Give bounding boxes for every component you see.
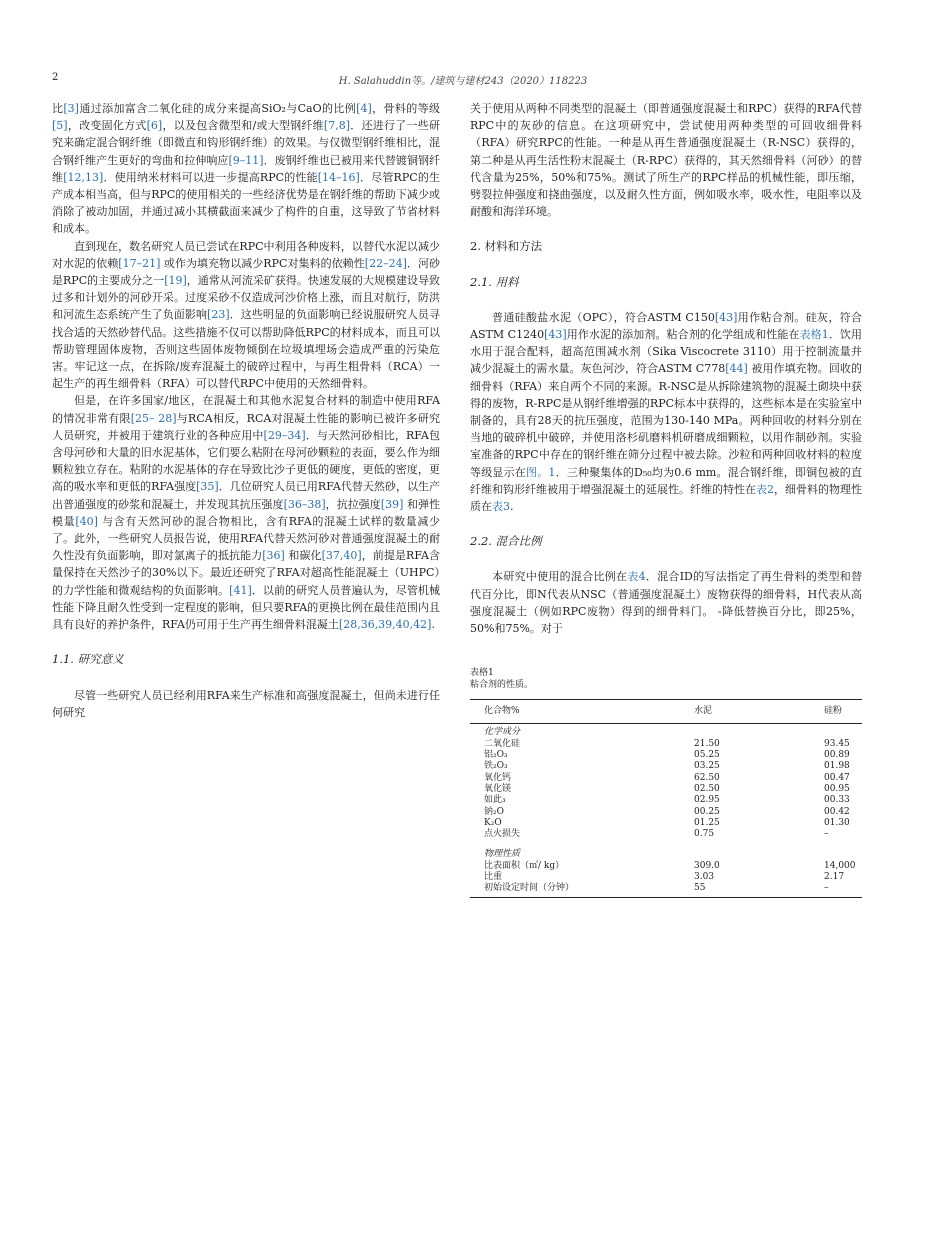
table-cell: 钠₂O (484, 806, 504, 817)
table-cell: 02.50 (694, 783, 720, 794)
table-row (470, 872, 862, 883)
running-title: H. Salahuddin等。/建筑与建材243（2020）118223 (338, 76, 588, 87)
reference-link[interactable]: [37,40] (321, 549, 362, 563)
running-header (52, 72, 874, 88)
reference-link[interactable]: [4] (356, 102, 372, 115)
table-cell: 0.75 (694, 829, 715, 840)
paragraph-text: 直到现在，数名研究人员已尝试在RPC中利用各种废料，以替代水泥以减少对水泥的依赖 (52, 239, 440, 270)
table-cell: 铁₂O₃ (484, 761, 508, 772)
paragraph-text: ，以及包含微型和/或大型钢纤维 (162, 119, 324, 133)
table-cell: 比重 (484, 872, 503, 883)
reference-link[interactable]: [41] (229, 583, 252, 597)
table-cell: – (824, 829, 829, 840)
table-cell: – (810, 883, 862, 897)
table-cell: 00.25 (694, 806, 720, 817)
paragraph-text: 用作粘合剂。硅灰，符合ASTM C1240 (470, 310, 863, 342)
table-cell: K₂O (484, 817, 502, 828)
table-header-cell: 水泥 (680, 700, 810, 724)
table-row (470, 883, 862, 897)
table-caption-label: 表格1 (470, 668, 494, 679)
table-header-cell: 化合物% (470, 700, 680, 724)
reference-link[interactable]: [44] (725, 362, 748, 376)
paragraph-text: ．尽管RPC的生产成本相当高，但与RPC的使用相关的一些经济优势是在钢纤维的帮助下减少或消除了被动加固，并通过减小其横截面来减少了构件的自重，这导致了节省材料和成本。 (52, 170, 440, 236)
reference-link[interactable]: [7,8] (323, 119, 350, 133)
paragraph-materials (470, 309, 862, 515)
paragraph-text: 被用作填充物。回收的细骨料（RFA）来自两个不同的来源。R-NSC是从拆除建筑物的混凝土砌块中获得的废物，R-RPC是从钢纤维增强的RPC标本中获得的，这些标本是在实验室中制备的，具有28天的抗压强度，范围为130-140 MPa。两种回收的材料分别在当地的破碎机中破碎，并使用洛杉矶磨料机研磨成细颗粒，以用作制砂剂。实验室准备的RPC中存在的钢纤维在筛分过程中被去除。沙粒和两种回收材料的粒度等级显示在 (470, 362, 862, 479)
reference-link[interactable]: [12,13] (63, 170, 104, 184)
table-cell: 05.25 (694, 750, 720, 761)
paragraph-text: ．还进行了一些研究来确定混合钢纤维（即微直和钩形钢纤维）的效果。与仅微型钢纤维相比，混合钢纤维产生更好的弯曲和拉伸响应 (52, 119, 441, 167)
table-row (470, 761, 862, 772)
paragraph-text: ．三种聚集体的D₅₀均为0.6 mm。混合钢纤维，即铜包被的直纤维和钩形纤维被用于增强混凝土的延展性。纤维的特性在 (470, 465, 862, 496)
table-group-chemical: 化学成分 (484, 727, 521, 738)
table-cell: 氧化镁 (484, 783, 512, 794)
page-number: 2 (52, 72, 59, 83)
paragraph-text: 或作为填充物以减少RPC对集料的依赖性 (160, 256, 365, 270)
reference-link[interactable]: [43] (544, 328, 567, 342)
paragraph-text: ，通常从河流采矿获得。快速发展的大规模建设导致过多和计划外的河砂开采。过度采砂不仅造成河沙价格上涨，而且对航行，防洪和河流生态系统产生了负面影响 (52, 274, 440, 322)
reference-link[interactable]: [17–21] (118, 256, 161, 270)
paragraph-text: 和弹性模量 (52, 497, 441, 528)
paragraph-text: 本研究中使用的混合比例在 (492, 570, 628, 584)
table-row (470, 818, 862, 829)
section-heading-2-1: 2.1. 用料 (470, 274, 519, 289)
section-heading-1-1: 1.1. 研究意义 (52, 652, 124, 667)
table-row (470, 784, 862, 795)
reference-link[interactable]: [39] (380, 497, 404, 511)
table-cell: 初始设定时间（分钟） (470, 883, 680, 897)
paragraph-text: 用作水泥的添加剂。粘合剂的化学组成和性能在 (566, 328, 800, 342)
table-caption (470, 667, 862, 691)
table-cell: 00.89 (824, 750, 850, 761)
reference-link[interactable]: [43] (714, 310, 738, 324)
paragraph-waste-materials (52, 238, 440, 393)
table-cell: 01.30 (824, 817, 850, 828)
table-cell: 03.25 (694, 761, 720, 772)
reference-link[interactable]: [36–38] (283, 497, 326, 511)
reference-link[interactable]: [3] (63, 102, 79, 115)
paragraph-text: 与含有天然河砂的混合物相比，含有RFA的混凝土试样的数量减少了。此外，一些研究人员报告说，使用RFA代替天然河砂对普通强度混凝土的耐久性没有负面影响，即对氯离子的抵抗能力 (52, 514, 441, 563)
reference-link[interactable]: [29–34] (263, 428, 306, 442)
reference-link[interactable]: 图。1 (526, 465, 556, 479)
reference-link[interactable]: [22–24] (364, 256, 407, 270)
table-cell: 比表面积（㎡/ kg） (484, 860, 565, 871)
paragraph-text: ，前提是RFA含量保持在天然沙子的30%以下。最近还研究了RFA对超高性能混凝土（UHPC）的力学性能和微观结构的负面影响。 (52, 549, 441, 597)
paragraph-right-continued: 关于使用从两种不同类型的混凝土（即普通强度混凝土和RPC）获得的RFA代替RPC中的灰砂的信息。在这项研究中，尝试使用两种类型的可回收细骨料（RFA）研究RPC的性能。一种是从再生普通强度混凝土（R-NSC）获得的，第二种是从再生活性粉末混凝土（R-RPC）获得的，其天然细骨料（河砂）的替代含量为25%，50%和75%。测试了所生产的RPC样品的机械性能，即压缩，劈裂拉伸强度和挠曲强度，以及耐久性方面，例如吸水率，吸水性，电阻率以及耐酸和海洋环境。 (470, 102, 862, 219)
right-column (470, 100, 862, 898)
table-cell: 01.25 (694, 817, 720, 828)
table-cell: 00.33 (824, 795, 850, 806)
reference-link[interactable]: 表4 (627, 570, 646, 584)
table-row (470, 773, 862, 784)
table-row (470, 795, 862, 806)
table-cell: 01.98 (824, 761, 850, 772)
table-body (470, 724, 862, 897)
paragraph-text: 但是，在许多国家/地区，在混凝土和其他水泥复合材料的制造中使用RFA的情况非常有限 (52, 394, 440, 425)
table-header-cell: 硅粉 (810, 700, 862, 724)
table-row (470, 739, 862, 750)
reference-link[interactable]: 表3 (492, 500, 510, 514)
table-cell: 3.03 (694, 872, 715, 883)
reference-link[interactable]: 表2 (756, 482, 774, 496)
paragraph-text: 比 (52, 102, 64, 115)
table-row (470, 861, 862, 872)
left-column (52, 100, 440, 721)
paragraph-text: ．废钢纤维也已被用来代替镀铜钢纤维 (52, 153, 440, 184)
paragraph-text: ．使用纳米材料可以进一步提高RPC的性能 (103, 170, 318, 184)
paragraph-rfa-usage (52, 392, 440, 633)
paragraph-text: ．混合ID的写法指定了再生骨料的类型和替代百分比，即N代表从NSC（普通强度混凝土）废物获得的细骨料，H代表从高强度混凝土（例如RPC废物）得到的细骨料门。 -降低替换百分比，即25%，50%和75%。对于 (470, 570, 862, 636)
reference-link[interactable]: [23] (207, 308, 230, 322)
paragraph-text: ．这些明显的负面影响已经说服研究人员寻找合适的天然砂替代品。这些措施不仅可以帮助降低RPC的材料成本，而且可以帮助管理固体废物，否则这些固体废物倾倒在垃圾填埋场会造成严重的污染危害。牢记这一点，在拆除/废弃混凝土的破碎过程中，与再生粗骨料（RCA）一起生产的再生细骨料（RFA）可以替代RPC中使用的天然细骨料。 (52, 308, 441, 391)
table-group-physical: 物理性质 (484, 849, 521, 860)
paragraph-text: ．与天然河砂相比，RFA包含母河砂和大量的旧水泥基体，它们要么粘附在母河砂颗粒的表面，要么作为细颗粒独立存在。粘附的水泥基体的存在导致比沙子更低的硬度，更低的密度，更高的吸水率和更低的RFA强度 (52, 428, 440, 494)
section-heading-2: 2. 材料和方法 (470, 239, 543, 254)
table-cell: 铝₂O₃ (484, 750, 508, 761)
paragraph-text: 与RCA相反，RCA对混凝土性能的影响已被许多研究人员研究，并被用于建筑行业的各种应用中 (52, 411, 441, 442)
reference-link[interactable]: 表格1 (799, 328, 829, 342)
reference-link[interactable]: [25– 28] (130, 411, 177, 425)
table-cell: 点火损失 (484, 829, 521, 840)
table-cell: 14,000 (824, 860, 856, 871)
paragraph-text: 普通硅酸盐水泥（OPC），符合ASTM C150 (492, 310, 715, 324)
table-cell: 00.47 (824, 772, 850, 783)
reference-link[interactable]: [9–11] (228, 153, 264, 167)
paragraph-text: ．以前的研究人员普遍认为，尽管机械性能下降且耐久性受到一定程度的影响，但只要RFA的更换比例在最佳范围内且具有良好的养护条件，RFA仍可用于生产再生细骨料混凝土 (52, 583, 441, 632)
paragraph-text: ．河砂是RPC的主要成分之一 (52, 256, 440, 288)
table-cell: 00.95 (824, 783, 850, 794)
table-row (470, 750, 862, 761)
table-row (470, 829, 862, 840)
table-cell: 55 (680, 883, 810, 897)
binder-properties-table (470, 699, 862, 897)
table-header-row (470, 700, 862, 724)
table-cell: 02.95 (694, 795, 720, 806)
paragraph-text: . (431, 618, 435, 632)
paragraph-mix-proportions (470, 568, 862, 637)
paragraph-text: ，抗拉强度 (325, 497, 381, 511)
table-row (470, 807, 862, 818)
section-heading-2-2: 2.2. 混合比例 (470, 534, 542, 549)
paragraph-text: ，改变固化方式 (67, 119, 147, 133)
table-cell: 21.50 (694, 738, 720, 749)
paragraph-text: ，细骨料的物理性质在 (470, 482, 862, 514)
table-cell: 二氧化硅 (484, 738, 521, 749)
table-group-row (470, 724, 862, 739)
reference-link[interactable]: [6] (146, 119, 163, 133)
paragraph-text: ．几位研究人员已用RFA代替天然砂，以生产出普通强度的砂浆和混凝土，并发现其抗压强度 (52, 480, 440, 511)
table-cell: 93.45 (824, 738, 850, 749)
table-cell: 2.17 (824, 872, 845, 883)
reference-link[interactable]: [5] (52, 119, 68, 133)
reference-link[interactable]: [28,36,39,40,42] (338, 618, 432, 632)
paragraph-significance: 尽管一些研究人员已经利用RFA来生产标准和高强度混凝土，但尚未进行任何研究 (52, 688, 440, 719)
reference-link[interactable]: [36] (262, 549, 285, 563)
reference-link[interactable]: [35] (196, 480, 219, 494)
table-cell: 氧化钙 (484, 772, 512, 783)
paragraph-text: 和碳化 (284, 549, 322, 563)
paragraph-intro-continued (52, 100, 440, 238)
reference-link[interactable]: [40] (75, 514, 98, 528)
reference-link[interactable]: [19] (164, 274, 187, 288)
paragraph-text: 通过添加富含二氧化硅的成分来提高SiO₂与CaO的比例 (78, 102, 357, 115)
table-group-row (470, 846, 862, 860)
paragraph-text: . (510, 500, 514, 514)
table-cell: 00.42 (824, 806, 850, 817)
table-caption-text: 粘合剂的性质。 (470, 680, 534, 691)
paragraph-text: ．饮用水用于混合配料，超高范围减水剂（Sika Viscocrete 3110）用于控制流量并减少混凝土的需水量。灰色河沙，符合ASTM C778 (470, 328, 862, 376)
paragraph-text: ，骨料的等级 (371, 102, 441, 115)
table-cell: 如此₃ (484, 795, 506, 806)
reference-link[interactable]: [14–16] (317, 170, 360, 184)
table-cell: 309.0 (694, 860, 720, 871)
table-cell: 62.50 (694, 772, 720, 783)
